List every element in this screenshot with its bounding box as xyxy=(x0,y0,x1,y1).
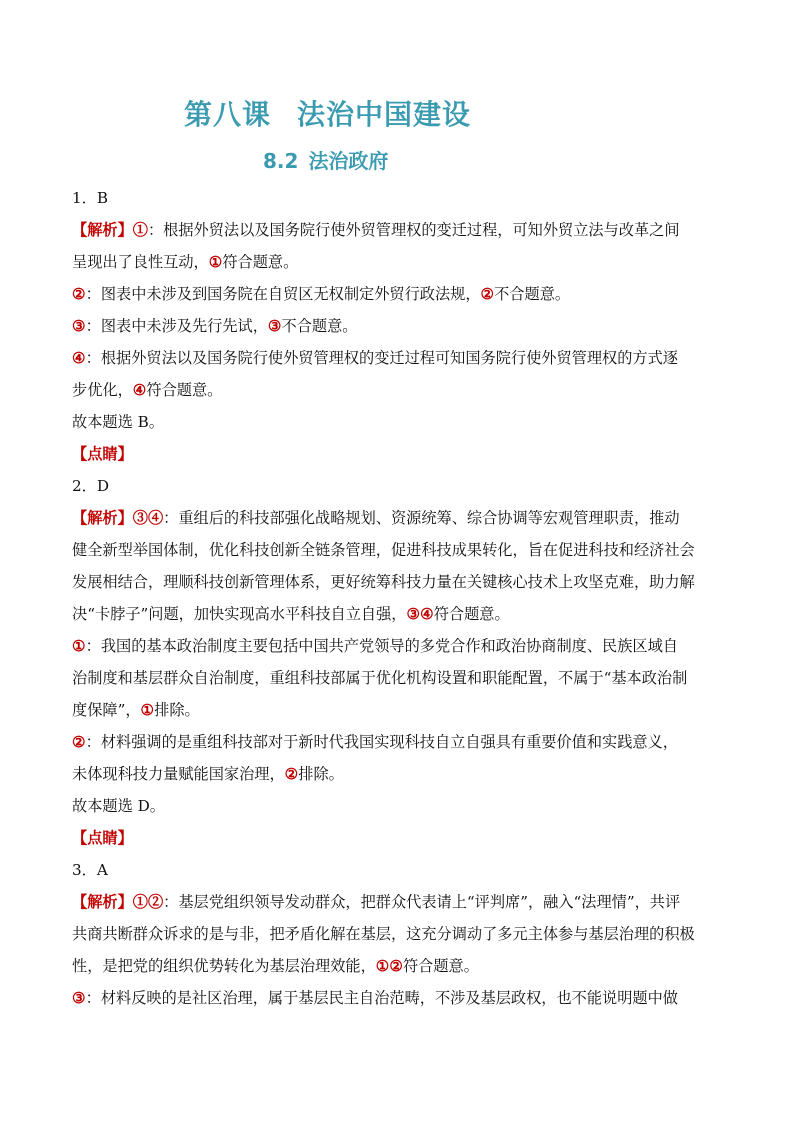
line-text: 治制度和基层群众自治制度，重组科技部属于优化机构设置和职能配置，不属于“基本政治制 xyxy=(72,669,688,687)
line-text: ：根据外贸法以及国务院行使外贸管理权的变迁过程可知国务院行使外贸管理权的方式逐 xyxy=(85,349,678,367)
text-line xyxy=(72,950,722,982)
option-marker: ① xyxy=(208,253,223,271)
line-text: 发展相结合，理顺科技创新管理体系，更好统筹科技力量在关键核心技术上攻坚克难，助力解 xyxy=(72,573,695,591)
text-line xyxy=(72,854,722,886)
line-text: ：重组后的科技部强化战略规划、资源统筹、综合协调等宏观管理职责，推动 xyxy=(163,509,680,527)
line-text: 健全新型举国体制，优化科技创新全链条管理，促进科技成果转化，旨在促进科技和经济社会 xyxy=(72,541,695,559)
text-line xyxy=(72,598,722,630)
line-text: ：基层党组织领导发动群众，把群众代表请上“评判席”，融入“法理情”，共评 xyxy=(163,893,681,911)
option-marker: ② xyxy=(284,765,299,783)
line-text: ：根据外贸法以及国务院行使外贸管理权的变迁过程，可知外贸立法与改革之间 xyxy=(147,221,680,239)
line-text: 符合题意。 xyxy=(433,605,510,623)
text-line xyxy=(72,982,722,1014)
option-marker: ④ xyxy=(132,381,147,399)
option-marker: ② xyxy=(72,733,86,751)
line-text: 排除。 xyxy=(154,701,200,719)
line-text: 共商共断群众诉求的是与非，把矛盾化解在基层，这充分调动了多元主体参与基层治理的积极 xyxy=(72,925,695,943)
option-marker: ①② xyxy=(375,957,403,975)
line-text: 不合题意。 xyxy=(281,317,358,335)
line-text: 度保障”， xyxy=(72,701,141,719)
text-line xyxy=(72,822,722,854)
text-line xyxy=(72,214,722,246)
analysis-tag: 【解析】 xyxy=(72,893,133,911)
line-text: 2．D xyxy=(72,477,110,495)
line-text: 符合题意。 xyxy=(402,957,479,975)
answer-content xyxy=(72,182,722,1014)
text-line xyxy=(72,470,722,502)
option-marker: ② xyxy=(480,285,495,303)
line-text: 符合题意。 xyxy=(146,381,223,399)
line-text: 决“卡脖子”问题，加快实现高水平科技自立自强， xyxy=(72,605,407,623)
line-text: 呈现出了良性互动， xyxy=(72,253,209,271)
line-text: 不合题意。 xyxy=(494,285,571,303)
line-text: 故本题选 D。 xyxy=(72,797,165,815)
text-line xyxy=(72,374,722,406)
lesson-name: 法治中国建设 xyxy=(297,98,472,131)
section-number: 8.2 xyxy=(263,149,299,173)
section-name: 法治政府 xyxy=(308,149,389,173)
option-marker: ③④ xyxy=(132,509,164,527)
text-line xyxy=(72,726,722,758)
text-line xyxy=(72,342,722,374)
option-marker: ① xyxy=(72,637,86,655)
line-text: ：材料反映的是社区治理，属于基层民主自治范畴，不涉及基层政权，也不能说明题中做 xyxy=(85,989,678,1007)
text-line xyxy=(72,758,722,790)
option-marker: ① xyxy=(140,701,155,719)
text-line xyxy=(72,790,722,822)
text-line xyxy=(72,662,722,694)
line-text: 性，是把党的组织优势转化为基层治理效能， xyxy=(72,957,376,975)
line-text: ：图表中未涉及到国务院在自贸区无权制定外贸行政法规， xyxy=(85,285,481,303)
text-line xyxy=(72,886,722,918)
line-text: ：材料强调的是重组科技部对于新时代我国实现科技自立自强具有重要价值和实践意义， xyxy=(85,733,678,751)
text-line xyxy=(72,534,722,566)
option-marker: ① xyxy=(132,221,148,239)
line-text: 未体现科技力量赋能国家治理， xyxy=(72,765,285,783)
option-marker: ③ xyxy=(72,317,86,335)
text-line xyxy=(72,918,722,950)
text-line xyxy=(72,438,722,470)
text-line xyxy=(72,246,722,278)
analysis-tag: 【点睛】 xyxy=(72,445,133,463)
option-marker: ③④ xyxy=(406,605,434,623)
line-text: ：我国的基本政治制度主要包括中国共产党领导的多党合作和政治协商制度、民族区域自 xyxy=(85,637,678,655)
text-line xyxy=(72,502,722,534)
text-line xyxy=(72,182,722,214)
option-marker: ③ xyxy=(72,989,86,1007)
option-marker: ③ xyxy=(267,317,282,335)
option-marker: ④ xyxy=(72,349,86,367)
line-text: 符合题意。 xyxy=(222,253,299,271)
page-title xyxy=(184,93,471,133)
analysis-tag: 【解析】 xyxy=(72,509,133,527)
line-text: 3．A xyxy=(72,861,108,879)
line-text: 步优化， xyxy=(72,381,133,399)
option-marker: ② xyxy=(72,285,86,303)
line-text: 故本题选 B。 xyxy=(72,413,164,431)
text-line xyxy=(72,566,722,598)
section-title xyxy=(263,145,388,174)
line-text: 1．B xyxy=(72,189,109,207)
text-line xyxy=(72,630,722,662)
text-line xyxy=(72,406,722,438)
lesson-number: 第八课 xyxy=(184,98,272,131)
analysis-tag: 【解析】 xyxy=(72,221,133,239)
analysis-tag: 【点睛】 xyxy=(72,829,133,847)
line-text: ：图表中未涉及先行先试， xyxy=(85,317,268,335)
line-text: 排除。 xyxy=(298,765,344,783)
text-line xyxy=(72,310,722,342)
text-line xyxy=(72,694,722,726)
option-marker: ①② xyxy=(132,893,164,911)
text-line xyxy=(72,278,722,310)
